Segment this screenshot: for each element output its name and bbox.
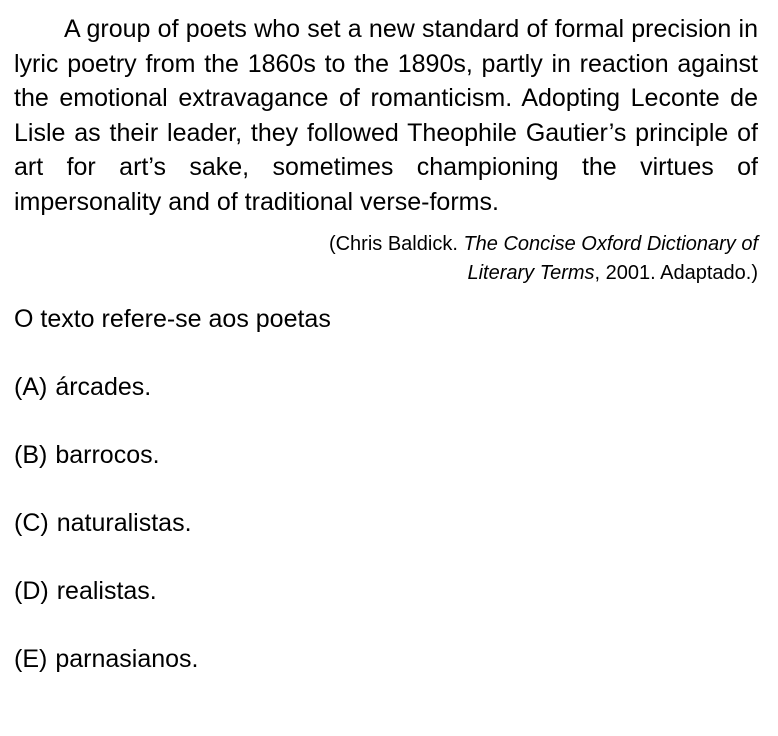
citation-title-line1: The Concise Oxford Dictionary of [463,232,758,255]
option-text: naturalistas. [56,508,192,537]
question-page [14,12,758,676]
passage-text: A group of poets who set a new standard of formal precision in lyric poetry from the 1860s to the 1890s, partly in reaction against the emotional extravagance of romanticism. Adopting Leconte de Lisle as their leader, they followed Theophile Gautier’s principle of art for art’s sake, sometimes championing the virtues of impersonality and of traditional verse-forms. [14,15,758,216]
answer-options [14,370,758,676]
option-d[interactable] [14,574,758,608]
option-letter: (C) [14,508,49,537]
question-prompt: O texto refere-se aos poetas [14,304,331,333]
source-citation [14,230,758,288]
option-letter: (E) [14,644,48,673]
citation-title-line2: Literary Terms [467,261,595,284]
citation-author: (Chris Baldick. [328,232,464,255]
option-letter: (A) [14,372,48,401]
option-text: árcades. [55,372,152,401]
option-text: barrocos. [55,440,160,469]
option-b[interactable] [14,438,758,472]
citation-details: , 2001. Adaptado.) [594,261,758,284]
option-c[interactable] [14,506,758,540]
option-text: realistas. [56,576,157,605]
option-letter: (B) [14,440,48,469]
option-letter: (D) [14,576,49,605]
option-e[interactable] [14,642,758,676]
option-a[interactable] [14,370,758,404]
option-text: parnasianos. [55,644,199,673]
